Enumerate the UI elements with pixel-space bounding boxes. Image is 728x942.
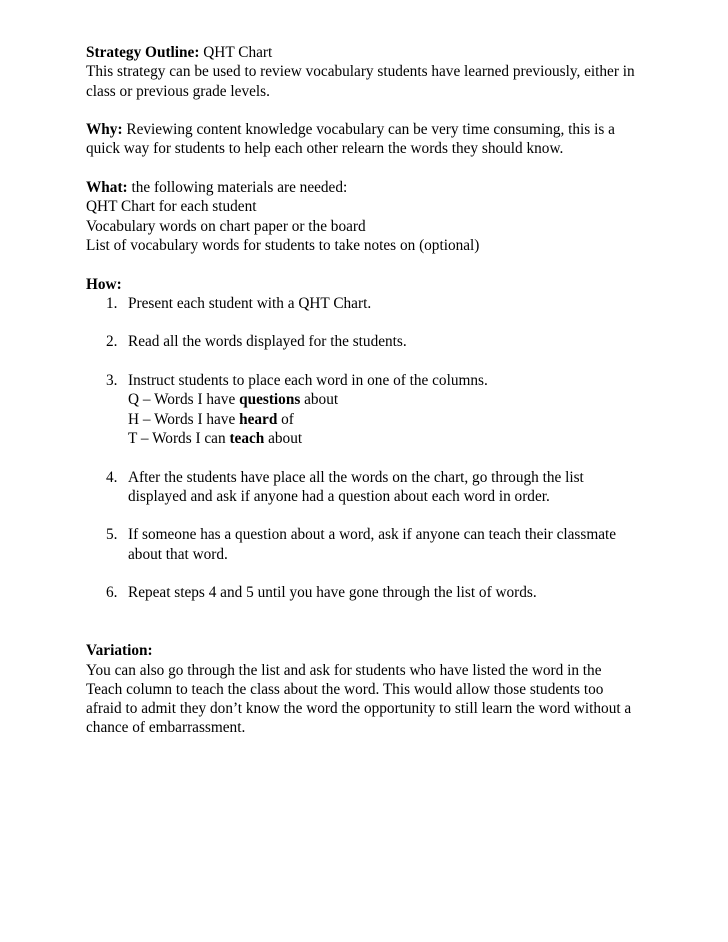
h-column-line — [128, 410, 696, 429]
step-text-line-2: about that word. — [128, 545, 228, 563]
step-text: Repeat steps 4 and 5 until you have gone through the list of words. — [128, 584, 537, 602]
strategy-line-1: This strategy can be used to review vocabulary students have learned previously, either in — [86, 63, 635, 81]
how-step-4 — [86, 468, 696, 507]
why-line-1 — [86, 120, 696, 139]
variation-line: afraid to admit they don’t know the word the opportunity to still learn the word without a — [86, 700, 632, 718]
why-line-2: quick way for students to help each other relearn the words they should know. — [86, 140, 564, 158]
h-bold: heard — [239, 410, 278, 428]
what-heading — [86, 178, 696, 197]
step-text: Instruct students to place each word in one of the columns. — [128, 372, 488, 390]
strategy-line-2: class or previous grade levels. — [86, 82, 270, 100]
spacer — [86, 101, 696, 120]
how-step-6 — [86, 583, 696, 602]
t-post: about — [264, 429, 303, 447]
strategy-title: QHT Chart — [199, 44, 273, 61]
step-number: 6. — [106, 584, 118, 602]
t-bold: teach — [229, 429, 265, 447]
step-number: 5. — [106, 526, 118, 544]
how-step-2 — [86, 332, 696, 351]
h-post: of — [277, 410, 294, 428]
step-number: 2. — [106, 333, 118, 351]
spacer — [86, 159, 696, 178]
h-pre: H – Words I have — [128, 410, 240, 428]
what-label: What: — [86, 179, 128, 197]
how-label: How: — [86, 275, 122, 293]
how-step-5 — [86, 525, 696, 564]
strategy-heading — [86, 43, 696, 62]
why-text-1: Reviewing content knowledge vocabulary can be very time consuming, this is a — [122, 121, 615, 139]
how-step-3 — [86, 371, 696, 448]
what-item: List of vocabulary words for students to take notes on (optional) — [86, 236, 480, 254]
t-column-line — [128, 429, 696, 448]
spacer — [86, 622, 696, 641]
variation-label: Variation: — [86, 642, 153, 660]
q-post: about — [300, 391, 339, 409]
step-text-line-2: displayed and ask if anyone had a question about each word in order. — [128, 487, 550, 505]
document-page — [86, 43, 696, 738]
spacer — [86, 255, 696, 274]
variation-line: Teach column to teach the class about the word. This would allow those students too — [86, 680, 604, 698]
what-item: Vocabulary words on chart paper or the board — [86, 217, 366, 235]
step-text: Present each student with a QHT Chart. — [128, 294, 372, 312]
why-label: Why: — [86, 121, 123, 139]
how-steps-list — [86, 294, 696, 603]
step-number: 3. — [106, 372, 118, 390]
q-bold: questions — [239, 391, 301, 409]
what-item: QHT Chart for each student — [86, 198, 257, 216]
variation-line: You can also go through the list and ask for students who have listed the word in the — [86, 661, 602, 679]
step-text: Read all the words displayed for the students. — [128, 333, 407, 351]
what-intro: the following materials are needed: — [127, 179, 348, 197]
t-pre: T – Words I can — [128, 429, 230, 447]
step-number: 1. — [106, 294, 118, 312]
step-text-line-1: After the students have place all the words on the chart, go through the list — [128, 468, 584, 486]
step-number: 4. — [106, 468, 118, 486]
variation-line: chance of embarrassment. — [86, 719, 246, 737]
q-column-line — [128, 390, 696, 409]
how-step-1 — [86, 294, 696, 313]
q-pre: Q – Words I have — [128, 391, 240, 409]
strategy-label: Strategy Outline: — [86, 44, 200, 61]
step-text-line-1: If someone has a question about a word, ask if anyone can teach their classmate — [128, 526, 617, 544]
